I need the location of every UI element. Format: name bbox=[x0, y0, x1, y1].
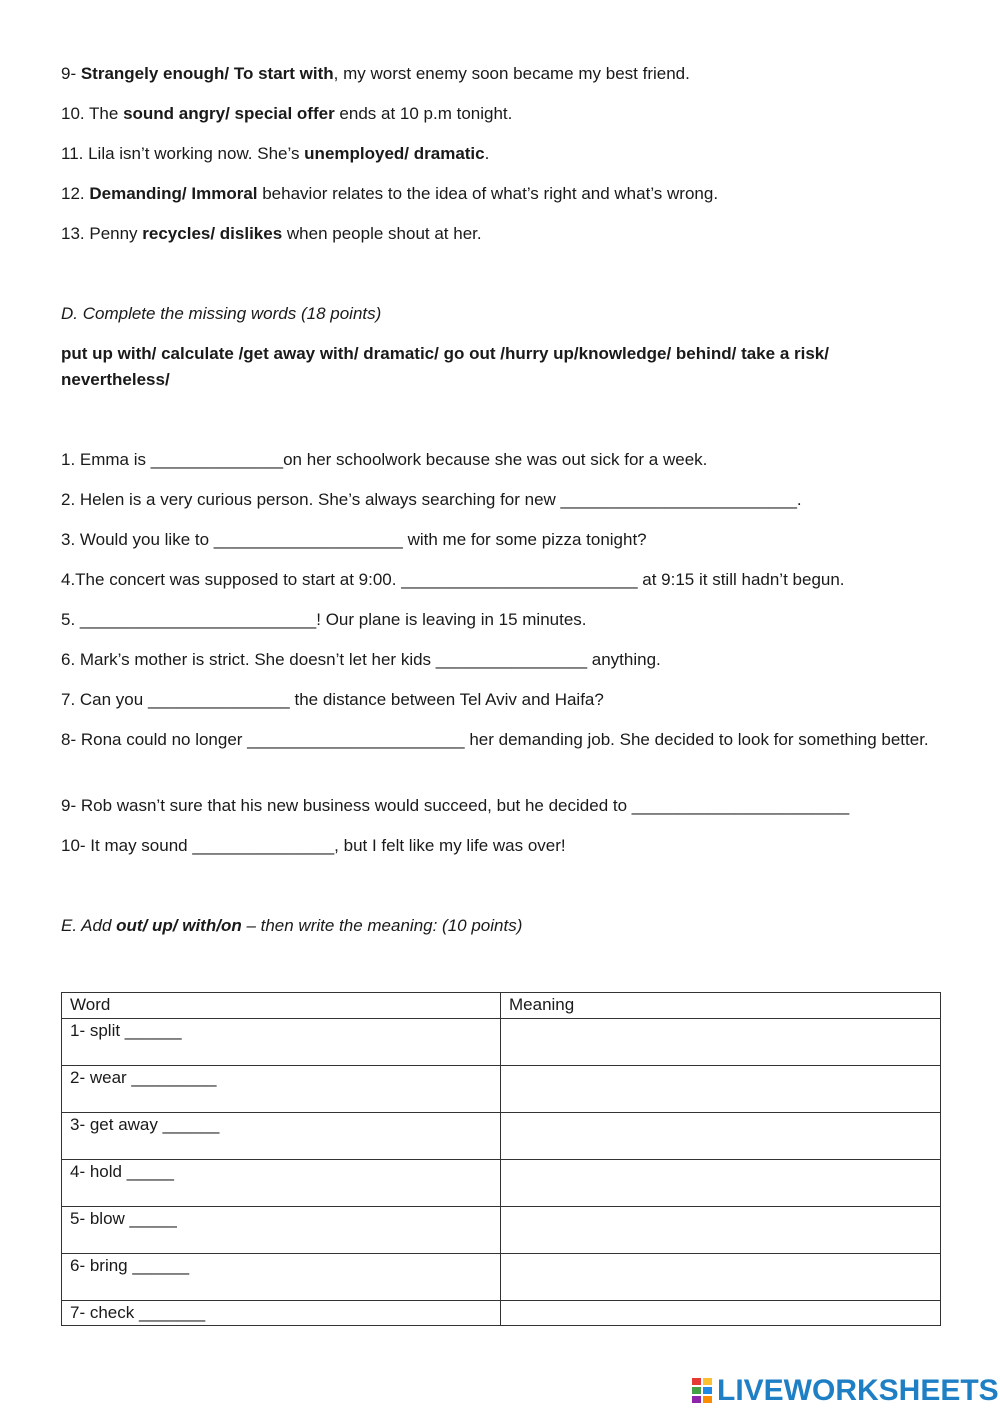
section-c-question-13: 13. Penny recycles/ dislikes when people shout at her. bbox=[61, 224, 482, 243]
meaning-cell[interactable] bbox=[501, 1301, 941, 1326]
section-c-question-12: 12. Demanding/ Immoral behavior relates to the idea of what’s right and what’s wrong. bbox=[61, 184, 719, 203]
word-cell: 1- split ______ bbox=[62, 1019, 501, 1066]
meaning-cell[interactable] bbox=[501, 1254, 941, 1301]
section-d-question-4: 4.The concert was supposed to start at 9:00. _________________________ at 9:15 it still hadn’t begun. bbox=[61, 570, 845, 589]
section-e-heading: E. Add out/ up/ with/on – then write the meaning: (10 points) bbox=[61, 916, 523, 935]
section-d-question-6: 6. Mark’s mother is strict. She doesn’t let her kids ________________ anything. bbox=[61, 650, 661, 669]
liveworksheets-logo[interactable] bbox=[692, 1374, 999, 1408]
meaning-cell[interactable] bbox=[501, 1207, 941, 1254]
section-c-question-9: 9- Strangely enough/ To start with, my worst enemy soon became my best friend. bbox=[61, 64, 690, 83]
section-d-heading: D. Complete the missing words (18 points) bbox=[61, 304, 382, 323]
section-d-question-1: 1. Emma is ______________on her schoolwork because she was out sick for a week. bbox=[61, 450, 708, 469]
section-c-question-11: 11. Lila isn’t working now. She’s unemployed/ dramatic. bbox=[61, 144, 490, 163]
table-row bbox=[62, 1160, 941, 1207]
word-cell: 7- check _______ bbox=[62, 1301, 501, 1326]
meaning-cell[interactable] bbox=[501, 1160, 941, 1207]
table-row bbox=[62, 1207, 941, 1254]
meaning-cell[interactable] bbox=[501, 1113, 941, 1160]
word-meaning-table bbox=[61, 992, 941, 1326]
table-row bbox=[62, 1066, 941, 1113]
logo-text: LIVEWORKSHEETS bbox=[717, 1374, 999, 1407]
header-meaning: Meaning bbox=[501, 993, 941, 1019]
section-d-question-5: 5. _________________________! Our plane is leaving in 15 minutes. bbox=[61, 610, 587, 629]
table-row bbox=[62, 1113, 941, 1160]
table-row bbox=[62, 1019, 941, 1066]
logo-mark-icon bbox=[692, 1378, 714, 1404]
word-cell: 2- wear _________ bbox=[62, 1066, 501, 1113]
word-cell: 4- hold _____ bbox=[62, 1160, 501, 1207]
header-word: Word bbox=[62, 993, 501, 1019]
section-d-question-3: 3. Would you like to ____________________ with me for some pizza tonight? bbox=[61, 530, 647, 549]
word-cell: 5- blow _____ bbox=[62, 1207, 501, 1254]
section-d-question-10: 10- It may sound _______________, but I felt like my life was over! bbox=[61, 836, 566, 855]
table-row bbox=[62, 1254, 941, 1301]
table-row bbox=[62, 1301, 941, 1326]
table-header-row bbox=[62, 993, 941, 1019]
meaning-cell[interactable] bbox=[501, 1066, 941, 1113]
meaning-cell[interactable] bbox=[501, 1019, 941, 1066]
section-d-question-2: 2. Helen is a very curious person. She’s always searching for new _________________________. bbox=[61, 490, 802, 509]
word-bank: put up with/ calculate /get away with/ dramatic/ go out /hurry up/knowledge/ behind/ take a risk/ nevertheless/ bbox=[61, 344, 829, 389]
word-cell: 6- bring ______ bbox=[62, 1254, 501, 1301]
section-d-question-9: 9- Rob wasn’t sure that his new business would succeed, but he decided to _______________________ bbox=[61, 796, 850, 815]
section-d-question-8: 8- Rona could no longer _______________________ her demanding job. She decided to look for something better. bbox=[61, 730, 929, 749]
word-cell: 3- get away ______ bbox=[62, 1113, 501, 1160]
section-d-question-7: 7. Can you _______________ the distance between Tel Aviv and Haifa? bbox=[61, 690, 604, 709]
section-c-question-10: 10. The sound angry/ special offer ends at 10 p.m tonight. bbox=[61, 104, 513, 123]
